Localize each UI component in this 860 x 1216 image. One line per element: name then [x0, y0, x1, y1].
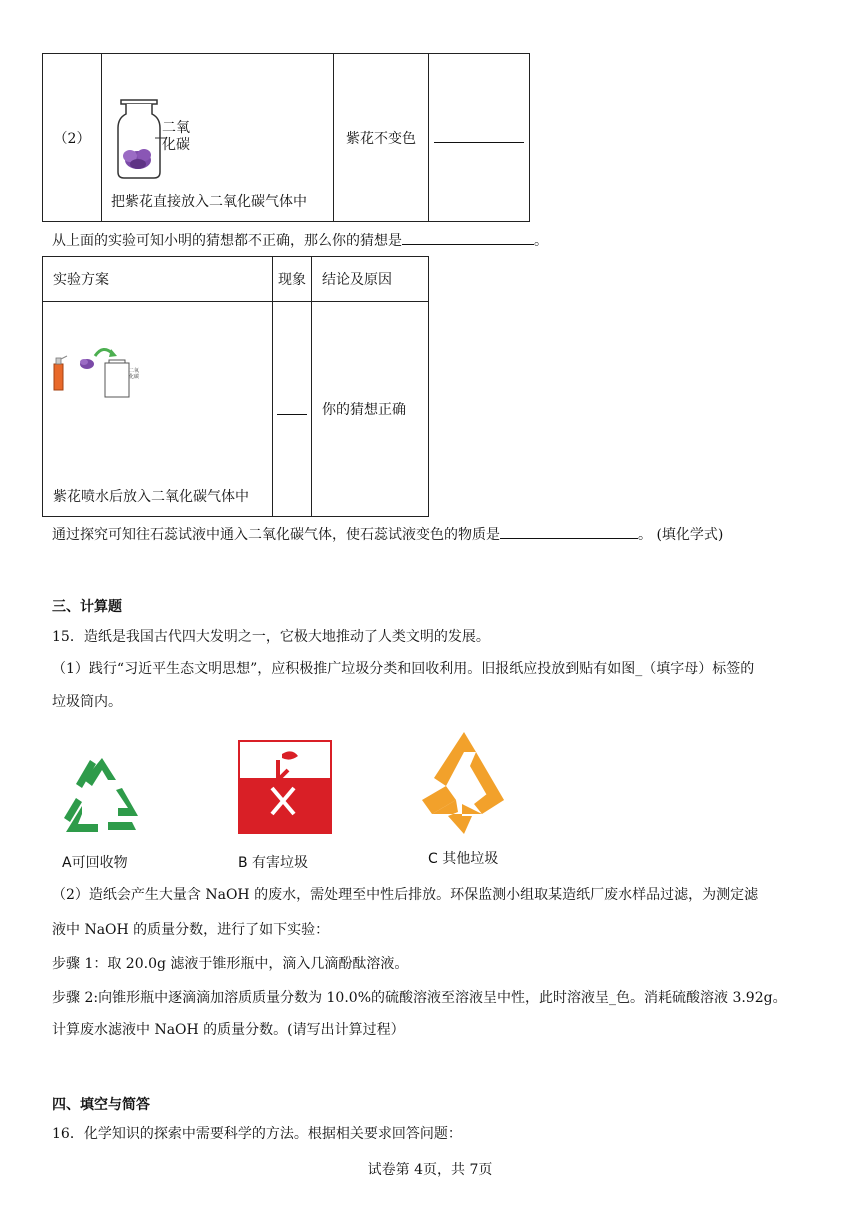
experiment-table-2: [42, 256, 429, 517]
recyclable-sign-icon: [52, 752, 152, 842]
experiment-table-1: [42, 53, 530, 222]
hazardous-sign-icon: [238, 740, 332, 834]
q15-part2-line1: （2）造纸会产生大量含 NaOH 的废水，需处理至中性后排放。环保监测小组取某造纸厂废水样品过滤，为测定滤: [52, 887, 759, 903]
jar-label: 二氧 化碳: [162, 120, 190, 153]
answer-cell: [429, 54, 530, 222]
header-phenomenon: 现象: [273, 257, 312, 302]
plan-cell: [43, 302, 273, 517]
spray-flower-jar-icon: [51, 346, 161, 406]
conclusion-cell: 你的猜想正确: [312, 302, 429, 517]
section-heading-calc: 三、计算题: [52, 599, 122, 615]
small-jar-label: 二氧 化碳: [129, 368, 140, 380]
header-conclusion: 结论及原因: [312, 257, 429, 302]
sign-a-label: A可回收物: [62, 855, 128, 871]
q15-part2-line2: 液中 NaOH 的质量分数，进行了如下实验：: [52, 922, 330, 938]
answer-blank: [434, 128, 524, 143]
page-footer: 试卷第 4页，共 7页: [367, 1162, 493, 1178]
row-label: （2）: [43, 54, 102, 222]
q15-intro: 15．造纸是我国古代四大发明之一，它极大地推动了人类文明的发展。: [52, 629, 490, 645]
image-caption: 把紫花直接放入二氧化碳气体中: [111, 194, 307, 210]
q16-intro: 16．化学知识的探索中需要科学的方法。根据相关要求回答问题：: [52, 1126, 462, 1142]
sign-b-label: B 有害垃圾: [238, 855, 309, 871]
formula-blank: [500, 524, 638, 539]
other-waste-sign-icon: [418, 730, 510, 836]
explore-line: 通过探究可知往石蕊试液中通入二氧化碳气体，使石蕊试液变色的物质是 。 (填化学式): [52, 524, 723, 545]
section-heading-fill: 四、填空与简答: [52, 1097, 150, 1113]
guess-blank: [402, 230, 534, 245]
plan-caption: 紫花喷水后放入二氧化碳气体中: [53, 489, 249, 505]
q15-part1-line2: 垃圾筒内。: [52, 694, 122, 710]
phenomenon-blank: [277, 400, 307, 415]
phenomenon-answer-cell: [273, 302, 312, 517]
guess-line: 从上面的实验可知小明的猜想都不正确，那么你的猜想是 。: [52, 230, 548, 251]
phenomenon-cell: 紫花不变色: [334, 54, 429, 222]
experiment-image-cell: [102, 54, 334, 222]
step-2: 步骤 2:向锥形瓶中逐滴滴加溶质质量分数为 10.0%的硫酸溶液至溶液呈中性，此时溶液呈_色。消耗硫酸溶液 3.92g。: [52, 990, 787, 1006]
sign-c-label: C 其他垃圾: [428, 851, 499, 867]
header-plan: 实验方案: [43, 257, 273, 302]
calc-instruction: 计算废水滤液中 NaOH 的质量分数。(请写出计算过程）: [52, 1022, 405, 1038]
q15-part1-line1: （1）践行“习近平生态文明思想”，应积极推广垃圾分类和回收利用。旧报纸应投放到贴有如图_（填字母）标签的: [52, 661, 755, 677]
step-1: 步骤 1：取 20.0g 滤液于锥形瓶中，滴入几滴酚酞溶液。: [52, 956, 409, 972]
